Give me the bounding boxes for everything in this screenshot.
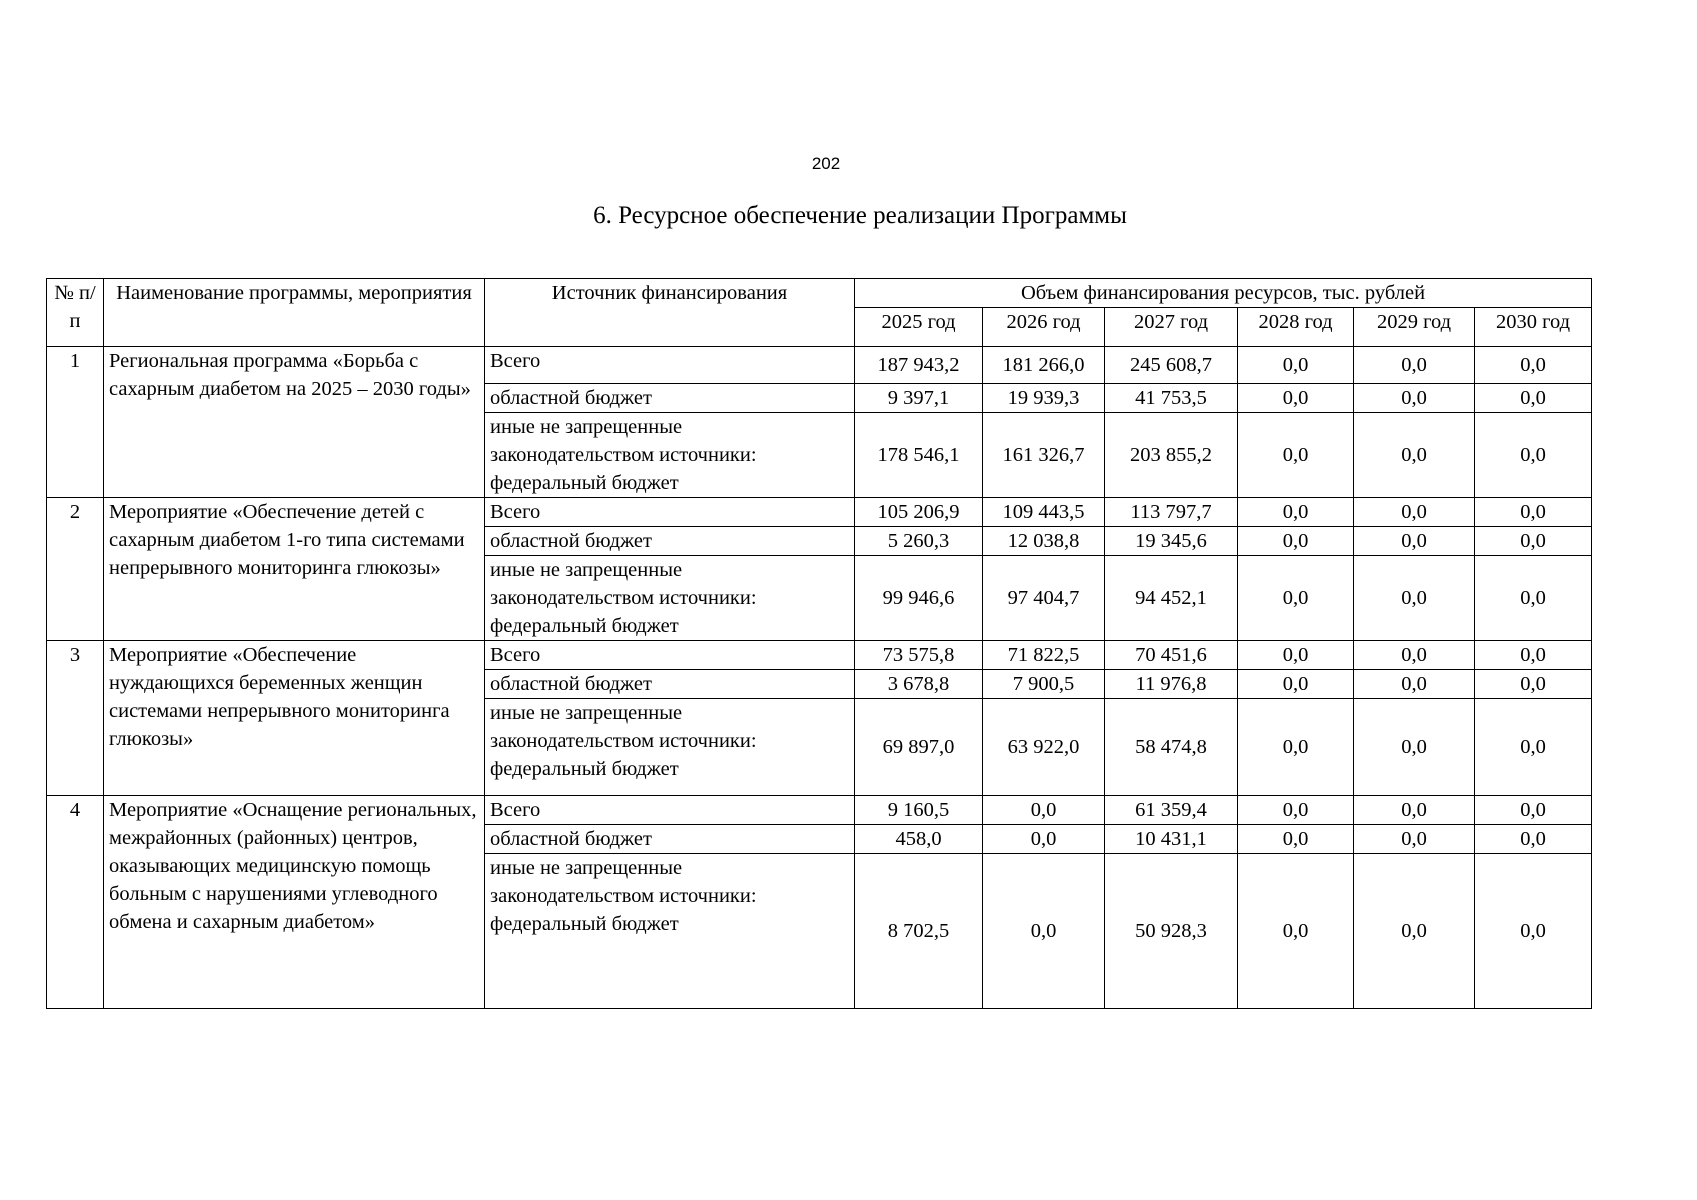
value-cell: 0,0 — [1238, 670, 1354, 699]
header-num: № п/п — [47, 279, 104, 347]
value-cell: 0,0 — [1475, 825, 1592, 854]
value-cell: 0,0 — [1354, 498, 1475, 527]
value-cell: 0,0 — [1354, 699, 1475, 796]
table-row — [47, 498, 1592, 527]
funding-source: Всего — [485, 347, 855, 384]
funding-source: областной бюджет — [485, 670, 855, 699]
header-volume: Объем финансирования ресурсов, тыс. рублей — [855, 279, 1592, 308]
header-year: 2027 год — [1105, 308, 1238, 347]
value-cell: 0,0 — [1238, 796, 1354, 825]
value-cell: 0,0 — [1354, 854, 1475, 1009]
value-cell: 0,0 — [1238, 641, 1354, 670]
section-title: 6. Ресурсное обеспечение реализации Программы — [593, 202, 1127, 229]
program-name: Региональная программа «Борьба с сахарным диабетом на 2025 – 2030 годы» — [104, 347, 485, 498]
value-cell: 63 922,0 — [983, 699, 1105, 796]
funding-source: иные не запрещенные законодательством источники: федеральный бюджет — [485, 699, 855, 796]
row-number: 2 — [47, 498, 104, 641]
row-number: 3 — [47, 641, 104, 796]
value-cell: 245 608,7 — [1105, 347, 1238, 384]
table-body — [47, 347, 1592, 1009]
header-year: 2026 год — [983, 308, 1105, 347]
funding-source: Всего — [485, 796, 855, 825]
value-cell: 71 822,5 — [983, 641, 1105, 670]
header-year: 2029 год — [1354, 308, 1475, 347]
program-name: Мероприятие «Оснащение региональных, межрайонных (районных) центров, оказывающих медицинскую помощь больным с нарушениями углеводного обмена и сахарным диабетом» — [104, 796, 485, 1009]
value-cell: 70 451,6 — [1105, 641, 1238, 670]
value-cell: 0,0 — [1238, 854, 1354, 1009]
value-cell: 0,0 — [1475, 413, 1592, 498]
header-year: 2025 год — [855, 308, 983, 347]
value-cell: 0,0 — [1354, 384, 1475, 413]
funding-source: иные не запрещенные законодательством источники: федеральный бюджет — [485, 854, 855, 1009]
value-cell: 0,0 — [1354, 347, 1475, 384]
value-cell: 0,0 — [1238, 527, 1354, 556]
value-cell: 203 855,2 — [1105, 413, 1238, 498]
value-cell: 0,0 — [983, 854, 1105, 1009]
value-cell: 19 345,6 — [1105, 527, 1238, 556]
value-cell: 0,0 — [1354, 527, 1475, 556]
table-row — [47, 641, 1592, 670]
value-cell: 9 397,1 — [855, 384, 983, 413]
page-number: 202 — [811, 154, 841, 173]
table-row — [47, 347, 1592, 384]
value-cell: 0,0 — [1354, 796, 1475, 825]
value-cell: 61 359,4 — [1105, 796, 1238, 825]
value-cell: 69 897,0 — [855, 699, 983, 796]
value-cell: 0,0 — [1475, 854, 1592, 1009]
funding-source: Всего — [485, 498, 855, 527]
value-cell: 41 753,5 — [1105, 384, 1238, 413]
value-cell: 9 160,5 — [855, 796, 983, 825]
row-number: 4 — [47, 796, 104, 1009]
funding-source: Всего — [485, 641, 855, 670]
header-year: 2028 год — [1238, 308, 1354, 347]
value-cell: 0,0 — [1238, 413, 1354, 498]
value-cell: 97 404,7 — [983, 556, 1105, 641]
resource-table — [46, 278, 1592, 1009]
funding-source: областной бюджет — [485, 825, 855, 854]
value-cell: 0,0 — [1475, 556, 1592, 641]
funding-source: областной бюджет — [485, 384, 855, 413]
value-cell: 58 474,8 — [1105, 699, 1238, 796]
value-cell: 0,0 — [1475, 527, 1592, 556]
value-cell: 0,0 — [1475, 699, 1592, 796]
header-name: Наименование программы, мероприятия — [104, 279, 485, 347]
value-cell: 7 900,5 — [983, 670, 1105, 699]
value-cell: 73 575,8 — [855, 641, 983, 670]
value-cell: 0,0 — [1238, 699, 1354, 796]
funding-source: иные не запрещенные законодательством источники: федеральный бюджет — [485, 556, 855, 641]
value-cell: 5 260,3 — [855, 527, 983, 556]
value-cell: 19 939,3 — [983, 384, 1105, 413]
value-cell: 0,0 — [1475, 347, 1592, 384]
value-cell: 0,0 — [1354, 641, 1475, 670]
value-cell: 0,0 — [983, 825, 1105, 854]
funding-source: областной бюджет — [485, 527, 855, 556]
value-cell: 0,0 — [1238, 498, 1354, 527]
value-cell: 0,0 — [1475, 498, 1592, 527]
header-year: 2030 год — [1475, 308, 1592, 347]
row-number: 1 — [47, 347, 104, 498]
value-cell: 0,0 — [1475, 384, 1592, 413]
value-cell: 10 431,1 — [1105, 825, 1238, 854]
value-cell: 0,0 — [1354, 413, 1475, 498]
value-cell: 0,0 — [1238, 825, 1354, 854]
header-source: Источник финансирования — [485, 279, 855, 347]
value-cell: 94 452,1 — [1105, 556, 1238, 641]
value-cell: 99 946,6 — [855, 556, 983, 641]
program-name: Мероприятие «Обеспечение детей с сахарным диабетом 1-го типа системами непрерывного мониторинга глюкозы» — [104, 498, 485, 641]
funding-source: иные не запрещенные законодательством источники: федеральный бюджет — [485, 413, 855, 498]
table-header — [47, 279, 1592, 347]
value-cell: 0,0 — [1354, 556, 1475, 641]
value-cell: 109 443,5 — [983, 498, 1105, 527]
value-cell: 0,0 — [1354, 825, 1475, 854]
value-cell: 11 976,8 — [1105, 670, 1238, 699]
value-cell: 0,0 — [983, 796, 1105, 825]
value-cell: 0,0 — [1475, 641, 1592, 670]
table-row — [47, 796, 1592, 825]
value-cell: 178 546,1 — [855, 413, 983, 498]
value-cell: 187 943,2 — [855, 347, 983, 384]
value-cell: 0,0 — [1238, 384, 1354, 413]
value-cell: 0,0 — [1354, 670, 1475, 699]
value-cell: 105 206,9 — [855, 498, 983, 527]
value-cell: 0,0 — [1238, 347, 1354, 384]
value-cell: 458,0 — [855, 825, 983, 854]
value-cell: 12 038,8 — [983, 527, 1105, 556]
value-cell: 50 928,3 — [1105, 854, 1238, 1009]
value-cell: 8 702,5 — [855, 854, 983, 1009]
program-name: Мероприятие «Обеспечение нуждающихся беременных женщин системами непрерывного мониторинга глюкозы» — [104, 641, 485, 796]
value-cell: 113 797,7 — [1105, 498, 1238, 527]
value-cell: 181 266,0 — [983, 347, 1105, 384]
value-cell: 161 326,7 — [983, 413, 1105, 498]
value-cell: 0,0 — [1238, 556, 1354, 641]
value-cell: 3 678,8 — [855, 670, 983, 699]
value-cell: 0,0 — [1475, 670, 1592, 699]
value-cell: 0,0 — [1475, 796, 1592, 825]
